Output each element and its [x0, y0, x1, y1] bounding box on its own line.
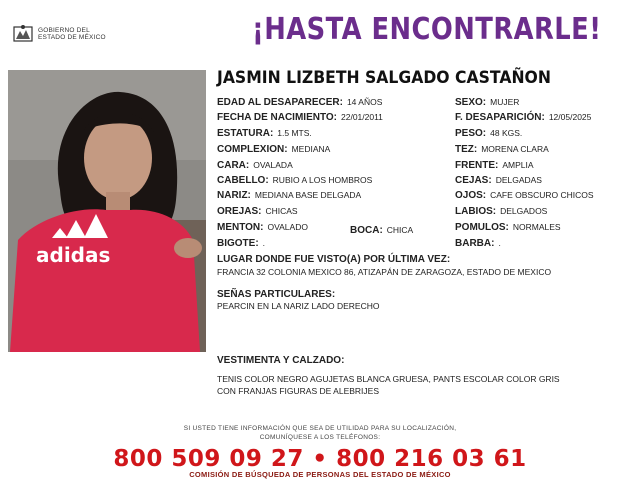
field-complexion: COMPLEXION: MEDIANA: [217, 144, 331, 155]
field-cejas: CEJAS: DELGADAS: [455, 175, 542, 186]
shirt-text: adidas: [36, 243, 111, 267]
clothing-line-2: CON FRANJAS FIGURAS DE ALEBRIJES: [217, 386, 380, 396]
field-cabello: CABELLO: RUBIO A LOS HOMBROS: [217, 175, 373, 186]
field-ojos: OJOS: CAFE OBSCURO CHICOS: [455, 190, 594, 201]
field-cara: CARA: OVALADA: [217, 160, 293, 171]
footer-note-line-2: COMUNÍQUESE A LOS TELÉFONOS:: [259, 434, 381, 441]
logo-text: GOBIERNO DEL ESTADO DE MÉXICO: [38, 27, 106, 41]
last-seen-value: FRANCIA 32 COLONIA MEXICO 86, ATIZAPÁN DE ZARAGOZA, ESTADO DE MEXICO: [217, 267, 552, 277]
state-seal-icon: [12, 23, 34, 45]
footer-note-line-1: SI USTED TIENE INFORMACIÓN QUE SEA DE UTILIDAD PARA SU LOCALIZACIÓN,: [183, 425, 457, 432]
field-orejas: OREJAS: CHICAS: [217, 206, 298, 217]
field-sexo: SEXO: MUJER: [455, 97, 520, 108]
clothing-label: VESTIMENTA Y CALZADO:: [217, 355, 345, 366]
marks-value: PEARCIN EN LA NARIZ LADO DERECHO: [217, 301, 380, 311]
field-desaparicion: F. DESAPARICIÓN: 12/05/2025: [455, 112, 592, 123]
field-nariz: NARIZ: MEDIANA BASE DELGADA: [217, 190, 362, 201]
marks-label: SEÑAS PARTICULARES:: [217, 289, 336, 300]
field-boca: BOCA: CHICA: [350, 225, 414, 236]
field-pomulos: POMULOS: NORMALES: [455, 222, 561, 233]
last-seen-label: LUGAR DONDE FUE VISTO(A) POR ÚLTIMA VEZ:: [217, 254, 451, 265]
field-estatura: ESTATURA: 1.5 MTS.: [217, 128, 312, 139]
person-name: JASMIN LIZBETH SALGADO CASTAÑON: [217, 68, 551, 88]
phone-numbers: 800 509 09 27 • 800 216 03 61: [113, 446, 527, 472]
field-frente: FRENTE: AMPLIA: [455, 160, 534, 171]
field-bigote: BIGOTE: .: [217, 238, 266, 249]
field-labios: LABIOS: DELGADOS: [455, 206, 548, 217]
clothing-line-1: TENIS COLOR NEGRO AGUJETAS BLANCA GRUESA, PANTS ESCOLAR COLOR GRIS: [217, 374, 560, 384]
field-peso: PESO: 48 KGS.: [455, 128, 523, 139]
field-tez: TEZ: MORENA CLARA: [455, 144, 549, 155]
government-logo: [12, 22, 132, 46]
field-nacimiento: FECHA DE NACIMIENTO: 22/01/2011: [217, 112, 383, 123]
missing-person-photo: [8, 70, 206, 352]
field-barba: BARBA: .: [455, 238, 501, 249]
headline: ¡HASTA ENCONTRARLE!: [252, 12, 602, 47]
field-menton: MENTON: OVALADO: [217, 222, 308, 233]
field-edad: EDAD AL DESAPARECER: 14 AÑOS: [217, 97, 383, 108]
commission-name: COMISIÓN DE BÚSQUEDA DE PERSONAS DEL ESTADO DE MÉXICO: [189, 470, 451, 479]
